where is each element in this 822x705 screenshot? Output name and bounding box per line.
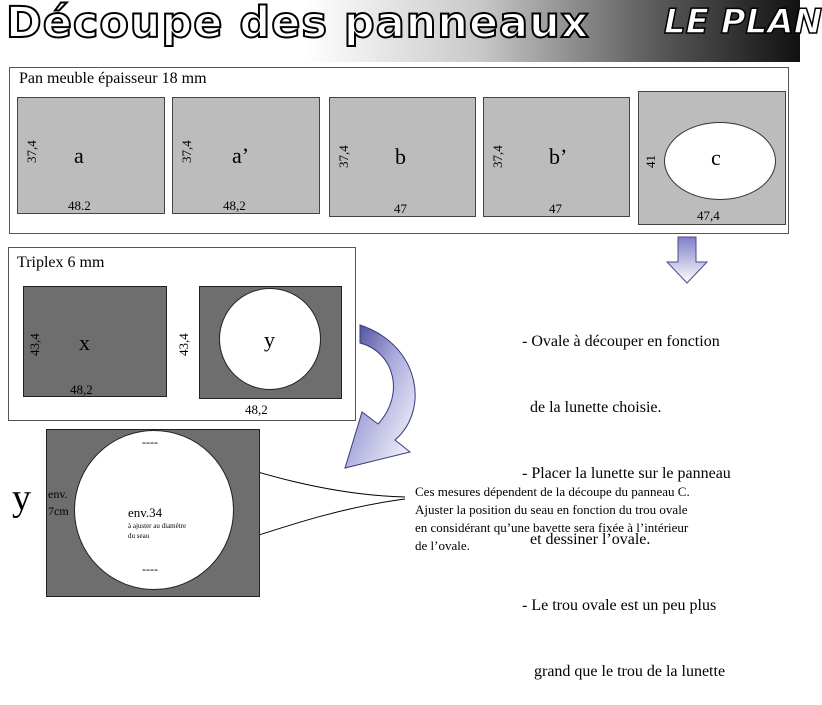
panel-a-height: 37,4: [24, 140, 39, 163]
panel-x-height: 43,4: [27, 333, 42, 356]
panel-a-letter: a: [74, 143, 84, 168]
panel-b-prime-width: 47: [549, 201, 562, 216]
measurement-note: [415, 483, 795, 555]
detail-env-value: 7cm: [48, 504, 69, 518]
note-line: en considérant qu’une bavette sera fixée à l’intérieur: [415, 520, 689, 535]
instruction-line: - Le trou ovale est un peu plus: [522, 597, 717, 614]
pan-meuble-label: Pan meuble épaisseur 18 mm: [19, 70, 207, 87]
detail-width-label: env.34: [128, 505, 163, 520]
detail-dash-bottom: ----: [142, 562, 158, 576]
panel-x-width: 48,2: [70, 382, 93, 397]
panel-x-letter: x: [79, 330, 90, 355]
page-title: Découpe des panneaux: [6, 0, 590, 48]
panel-c-width: 47,4: [697, 208, 720, 223]
panel-c-height: 41: [643, 155, 658, 168]
detail-width-note-1: à ajuster au diamètre: [128, 522, 187, 530]
plan-label: LE PLAN: [664, 2, 822, 42]
panel-a-prime-letter: a’: [232, 143, 250, 168]
detail-env-label: env.: [48, 487, 68, 501]
instruction-line: et dessiner l’ovale.: [522, 531, 651, 548]
panel-a-width: 48.2: [68, 198, 91, 213]
panel-y-height: 43,4: [176, 333, 191, 356]
panel-y-letter: y: [264, 327, 275, 352]
detail-dash-top: ----: [142, 435, 158, 449]
detail-letter: y: [12, 477, 31, 519]
instruction-line: de la lunette choisie.: [522, 399, 662, 416]
panel-b-letter: b: [395, 144, 406, 169]
note-line: Ces mesures dépendent de la découpe du panneau C.: [415, 484, 690, 499]
curved-arrow-icon: [345, 325, 415, 468]
instruction-line: - Ovale à découper en fonction: [522, 333, 720, 350]
detail-width-note-2: du seau: [128, 532, 150, 540]
triplex-label: Triplex 6 mm: [17, 254, 105, 271]
instruction-line: grand que le trou de la lunette: [522, 663, 726, 680]
panel-b-prime-height: 37,4: [490, 145, 505, 168]
panel-y-width: 48,2: [245, 402, 268, 417]
panel-b-prime-letter: b’: [549, 144, 568, 169]
panel-b-width: 47: [394, 201, 407, 216]
panel-a-prime-width: 48,2: [223, 198, 246, 213]
note-line: Ajuster la position du seau en fonction du trou ovale: [415, 502, 688, 517]
down-arrow-icon: [667, 237, 707, 283]
panel-a-prime-height: 37,4: [179, 140, 194, 163]
panel-b-height: 37,4: [336, 145, 351, 168]
instruction-line: - Placer la lunette sur le panneau: [522, 465, 731, 482]
panel-c-letter: c: [711, 145, 721, 170]
note-line: de l’ovale.: [415, 538, 470, 553]
